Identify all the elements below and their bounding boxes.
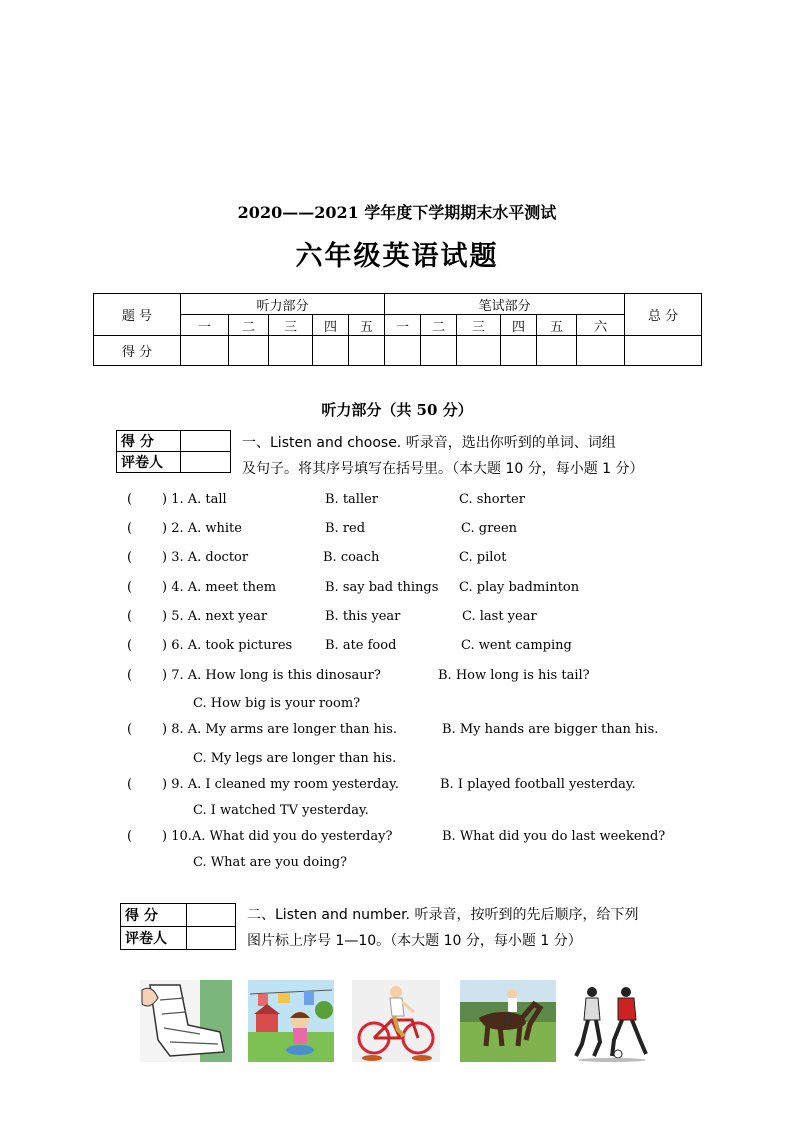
question-option-b: B. say bad things [325, 580, 439, 595]
listening-col: 一 [181, 315, 229, 336]
answer-paren[interactable]: ( [127, 521, 133, 536]
question-option-b: B. I played football yesterday. [440, 777, 636, 792]
part2-heading-line1: 二、Listen and number. 听录音，按听到的先后顺序，给下列 [247, 907, 639, 923]
question-option-a: ) 6. A. took pictures [162, 638, 293, 653]
question-option-b: B. How long is his tail? [438, 668, 590, 683]
score-cell[interactable] [421, 336, 457, 366]
part1-heading-line2: 及句子。将其序号填写在括号里。（本大题 10 分，每小题 1 分） [242, 461, 644, 477]
question-option-a: ) 2. A. white [162, 521, 242, 536]
score-cell[interactable] [457, 336, 501, 366]
listening-col: 五 [349, 315, 385, 336]
writing-col: 五 [537, 315, 577, 336]
answer-paren[interactable]: ( [127, 550, 133, 565]
exam-subtitle: 2020——2021 学年度下学期期末水平测试 [237, 203, 557, 222]
question-option-b: B. this year [325, 609, 401, 624]
question-option-a: ) 7. A. How long is this dinosaur? [162, 668, 381, 683]
score-cell[interactable] [349, 336, 385, 366]
part2-heading-line2: 图片标上序号 1—10。（本大题 10 分，每小题 1 分） [247, 933, 582, 949]
question-option-a: ) 9. A. I cleaned my room yesterday. [162, 777, 399, 792]
writing-col: 四 [501, 315, 537, 336]
question-option-a: ) 4. A. meet them [162, 580, 277, 595]
answer-paren[interactable]: ( [127, 609, 133, 624]
grader-reviewer-label: 评卷人 [121, 927, 187, 950]
grader-score-label: 得 分 [117, 431, 181, 452]
listening-col: 二 [229, 315, 269, 336]
playing-football-picture [572, 980, 654, 1062]
listening-section-title: 听力部分（共 50 分） [321, 401, 473, 419]
grader-reviewer-label: 评卷人 [117, 452, 181, 473]
answer-paren[interactable]: ( [127, 492, 133, 507]
score-cell[interactable] [385, 336, 421, 366]
grader-reviewer-cell[interactable] [187, 927, 236, 950]
writing-col: 二 [421, 315, 457, 336]
question-option-c: C. How big is your room? [193, 696, 361, 711]
listening-col: 三 [269, 315, 313, 336]
grader-box-1 [116, 430, 231, 473]
writing-header: 笔试部分 [385, 294, 625, 315]
bandaged-foot-picture [140, 980, 232, 1062]
answer-paren[interactable]: ( [127, 580, 133, 595]
score-cell[interactable] [501, 336, 537, 366]
listening-header: 听力部分 [181, 294, 385, 315]
answer-paren[interactable]: ( [127, 829, 133, 844]
grader-score-label: 得 分 [121, 904, 187, 927]
exam-title: 六年级英语试题 [295, 241, 499, 272]
girl-washing-clothes-picture [248, 980, 334, 1062]
grader-score-cell[interactable] [181, 431, 231, 452]
question-option-c: C. green [461, 521, 518, 536]
part1-instruction [242, 430, 644, 482]
question-option-b: B. What did you do last weekend? [442, 829, 666, 844]
question-option-a: ) 5. A. next year [162, 609, 268, 624]
question-option-a: ) 8. A. My arms are longer than his. [162, 722, 397, 737]
question-option-c: C. I watched TV yesterday. [193, 803, 369, 818]
question-option-b: B. ate food [325, 638, 397, 653]
question-option-c: C. My legs are longer than his. [193, 751, 397, 766]
listening-col: 四 [313, 315, 349, 336]
question-option-c: C. play badminton [459, 580, 580, 595]
boy-riding-bike-picture [352, 980, 440, 1062]
writing-col: 三 [457, 315, 501, 336]
answer-paren[interactable]: ( [127, 638, 133, 653]
qnum-label: 题 号 [94, 294, 181, 336]
grader-reviewer-cell[interactable] [181, 452, 231, 473]
writing-col: 六 [577, 315, 625, 336]
grader-box-2 [120, 903, 236, 950]
score-cell[interactable] [313, 336, 349, 366]
score-cell[interactable] [229, 336, 269, 366]
answer-paren[interactable]: ( [127, 777, 133, 792]
question-option-c: C. What are you doing? [193, 855, 348, 870]
question-option-a: ) 1. A. tall [162, 492, 227, 507]
score-label: 得 分 [94, 336, 181, 366]
score-cell[interactable] [577, 336, 625, 366]
question-option-a: ) 10.A. What did you do yesterday? [162, 829, 393, 844]
writing-col: 一 [385, 315, 421, 336]
question-option-a: ) 3. A. doctor [162, 550, 249, 565]
part1-heading-line1: 一、Listen and choose. 听录音，选出你听到的单词、词组 [242, 435, 616, 451]
boy-riding-horse-picture [460, 980, 556, 1062]
score-cell[interactable] [181, 336, 229, 366]
answer-paren[interactable]: ( [127, 722, 133, 737]
grader-score-cell[interactable] [187, 904, 236, 927]
answer-paren[interactable]: ( [127, 668, 133, 683]
part2-instruction [247, 902, 638, 954]
question-option-c: C. went camping [461, 638, 572, 653]
question-option-b: B. My hands are bigger than his. [442, 722, 659, 737]
score-cell[interactable] [269, 336, 313, 366]
question-option-b: B. coach [323, 550, 380, 565]
total-label: 总 分 [625, 294, 702, 336]
question-option-b: B. taller [325, 492, 379, 507]
score-table [93, 293, 702, 366]
question-option-b: B. red [325, 521, 366, 536]
question-option-c: C. pilot [459, 550, 507, 565]
question-option-c: C. last year [462, 609, 537, 624]
question-option-c: C. shorter [459, 492, 525, 507]
total-cell[interactable] [625, 336, 702, 366]
score-cell[interactable] [537, 336, 577, 366]
